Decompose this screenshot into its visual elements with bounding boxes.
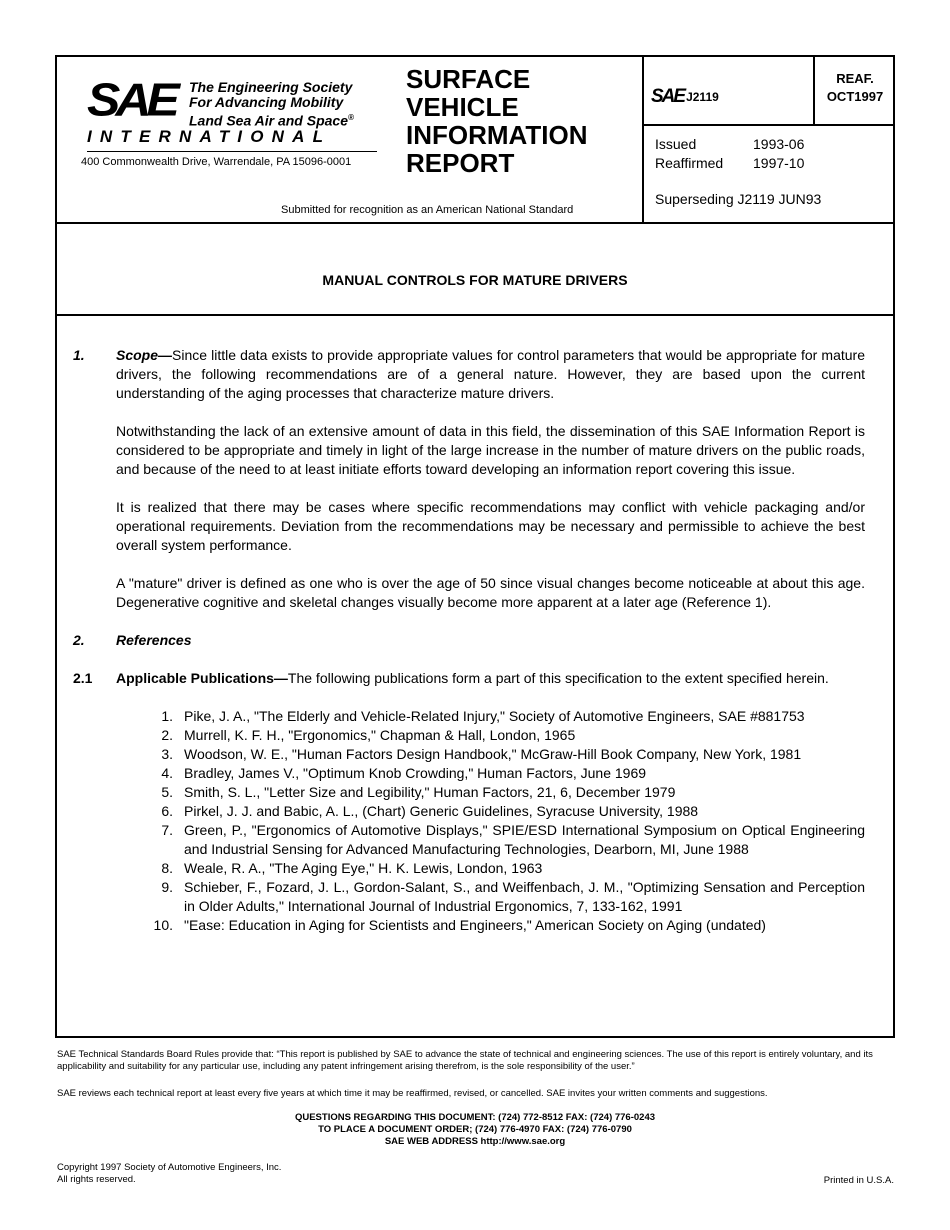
header-column-divider: [642, 57, 644, 224]
reference-list: [145, 707, 865, 935]
review-note: SAE reviews each technical report at least every five years at which time it may be reaffirmed, revised, or cancelled. SAE invites your written comments and suggestions.: [57, 1088, 768, 1099]
logo-international: INTERNATIONAL: [87, 127, 332, 146]
logo-rule: [87, 151, 377, 152]
list-item: 1. Pike, J. A., "The Elderly and Vehicle-Related Injury," Society of Automotive Engineers, SAE #881753: [161, 708, 805, 724]
sae-logo: [81, 74, 387, 187]
issue-dates: Issued 1993-06 Reaffirmed 1997-10: [655, 136, 805, 171]
list-item: 6. Pirkel, J. J. and Babic, A. L., (Chart) Generic Guidelines, Syracuse University, 1988: [161, 803, 699, 819]
logo-mark: SAE: [87, 74, 175, 126]
standards-rules-note: SAE Technical Standards Board Rules provide that: “This report is published by SAE to advance the state of technical and engineering sciences. The use of this report is entirely voluntary, and its applicability and suitability for any particular use, including any patent infringement arising therefrom, is the sole responsibility of the user.”: [57, 1049, 873, 1072]
list-item: 5. Smith, S. L., "Letter Size and Legibility," Human Factors, 21, 6, December 1979: [161, 784, 676, 800]
document-body: [73, 346, 865, 935]
sae-address: 400 Commonwealth Drive, Warrendale, PA 15096-0001: [81, 156, 352, 168]
copyright: Copyright 1997 Society of Automotive Engineers, Inc. All rights reserved.: [57, 1162, 282, 1185]
docno-divider: [642, 124, 893, 126]
section-2-1: 2.1 Applicable Publications—The following publications form a part of this specification to the extent specified herein.: [73, 670, 829, 686]
section-1: 1. Scope—Since little data exists to provide appropriate values for control parameters that would be appropriate for mature drivers, the following recommendations are of a general nature. However, they are based upon the current understanding of the aging processes that characterize mature drivers.: [73, 347, 865, 401]
list-item: 4. Bradley, James V., "Optimum Knob Crowding," Human Factors, June 1969: [161, 765, 647, 781]
submitted-note: Submitted for recognition as an American National Standard: [281, 204, 574, 216]
document-frame: [55, 55, 895, 1038]
title-divider: [57, 314, 893, 316]
report-type: SURFACE VEHICLE INFORMATION REPORT: [406, 64, 588, 178]
printed-in: Printed in U.S.A.: [823, 1175, 894, 1186]
paragraph: A "mature" driver is defined as one who is over the age of 50 since visual changes become noticeable at about this age. Degenerative cognitive and skeletal changes visually become more apparent at a later age (Reference 1).: [116, 575, 865, 610]
list-item: 8. Weale, R. A., "The Aging Eye," H. K. Lewis, London, 1963: [161, 860, 543, 876]
list-item: 9. Schieber, F., Fozard, J. L., Gordon-Salant, S., and Weiffenbach, J. M., "Optimizing Sensation and Perception in Older Adults," International Journal of Industrial Ergonomics, 7, 133-162, 1991: [161, 879, 865, 914]
superseding-note: Superseding J2119 JUN93: [655, 191, 822, 207]
list-item: 2. Murrell, K. F. H., "Ergonomics," Chapman & Hall, London, 1965: [161, 727, 576, 743]
reaf-column-divider: [813, 57, 815, 126]
section-2: 2. References: [73, 632, 192, 648]
list-item: 7. Green, P., "Ergonomics of Automotive Displays," SPIE/ESD International Symposium on Optical Engineering and Industrial Sensing for Advanced Manufacturing Technologies, Dearborn, MI, June 1988: [161, 822, 865, 857]
contact-block: QUESTIONS REGARDING THIS DOCUMENT: (724) 772-8512 FAX: (724) 776-0243 TO PLACE A DOCUMENT ORDER; (724) 776-4970 FAX: (724) 776-0790 SAE WEB ADDRESS http://www.sae.org: [294, 1112, 656, 1147]
paragraph: It is realized that there may be cases where specific recommendations may conflict with vehicle packaging and/or operational requirements. Deviation from the recommendations may be necessary and permissible to achieve the best overall system performance.: [116, 499, 865, 553]
paragraph: Notwithstanding the lack of an extensive amount of data in this field, the dissemination of this SAE Information Report is considered to be appropriate and timely in light of the large increase in the number of mature drivers on the public roads, and because of the need to at least initiate efforts toward developing an information report covering this issue.: [116, 423, 865, 477]
sae-mini-logo: SAE: [651, 86, 685, 107]
list-item: 10. "Ease: Education in Aging for Scientists and Engineers," American Society on Aging (undated): [153, 917, 766, 933]
header-divider: [57, 222, 893, 224]
list-item: 3. Woodson, W. E., "Human Factors Design Handbook," McGraw-Hill Book Company, New York, 1981: [161, 746, 802, 762]
document-title: MANUAL CONTROLS FOR MATURE DRIVERS: [322, 272, 628, 288]
reaffirmed-status: REAF. OCT1997: [826, 71, 884, 104]
document-number: SAE J2119: [651, 86, 719, 107]
logo-society: The Engineering Society For Advancing Mobility Land Sea Air and Space®: [189, 79, 354, 129]
